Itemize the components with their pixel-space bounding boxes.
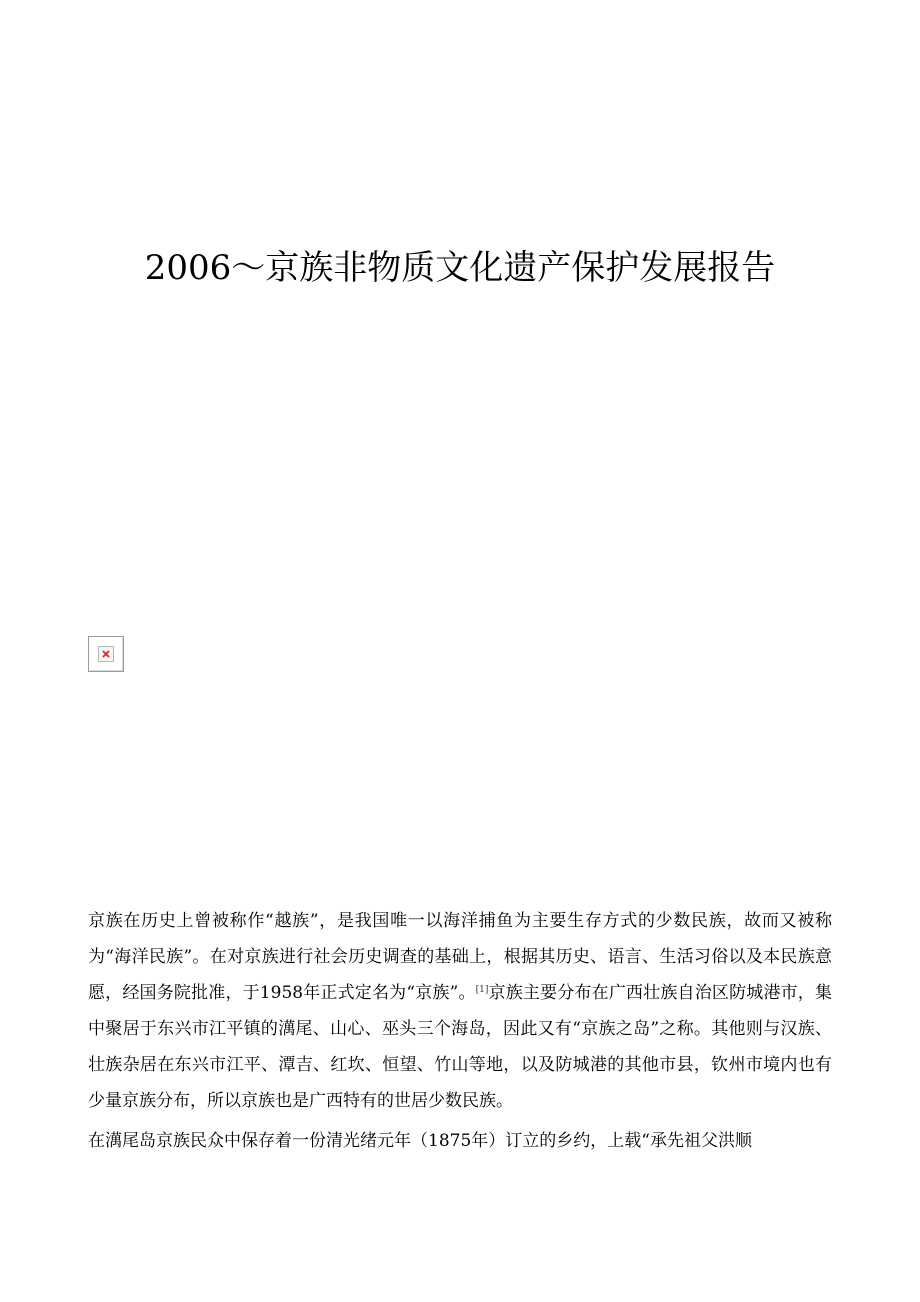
paragraph-2: 在澫尾岛京族民众中保存着一份清光绪元年（1875年）订立的乡约，上载“承先祖父洪顺 bbox=[88, 1131, 752, 1151]
paragraph-1-text-b: 京族主要分布在广西壮族自治区防城港市，集中聚居于东兴市江平镇的澫尾、山心、巫头三个海岛，因此又有“京族之岛”之称。其他则与汉族、壮族杂居在东兴市江平、潭吉、红坎、恒望、竹山等地，以及防城港的其他市县，钦州市境内也有少量京族分布，所以京族也是广西特有的世居少数民族。 bbox=[88, 983, 832, 1111]
document-body bbox=[88, 903, 832, 1163]
broken-image-icon bbox=[88, 636, 124, 672]
paragraph-1-text-a: 京族在历史上曾被称作“越族”，是我国唯一以海洋捕鱼为主要生存方式的少数民族，故而又被称为“海洋民族”。在对京族进行社会历史调查的基础上，根据其历史、语言、生活习俗以及本民族意愿，经国务院批准，于1958年正式定名为“京族”。 bbox=[88, 911, 832, 1003]
paragraph-1 bbox=[88, 903, 832, 1119]
red-x-icon bbox=[101, 649, 111, 659]
document-title: 2006～京族非物质文化遗产保护发展报告 bbox=[144, 247, 776, 288]
footnote-marker[interactable]: [1] bbox=[475, 985, 489, 995]
